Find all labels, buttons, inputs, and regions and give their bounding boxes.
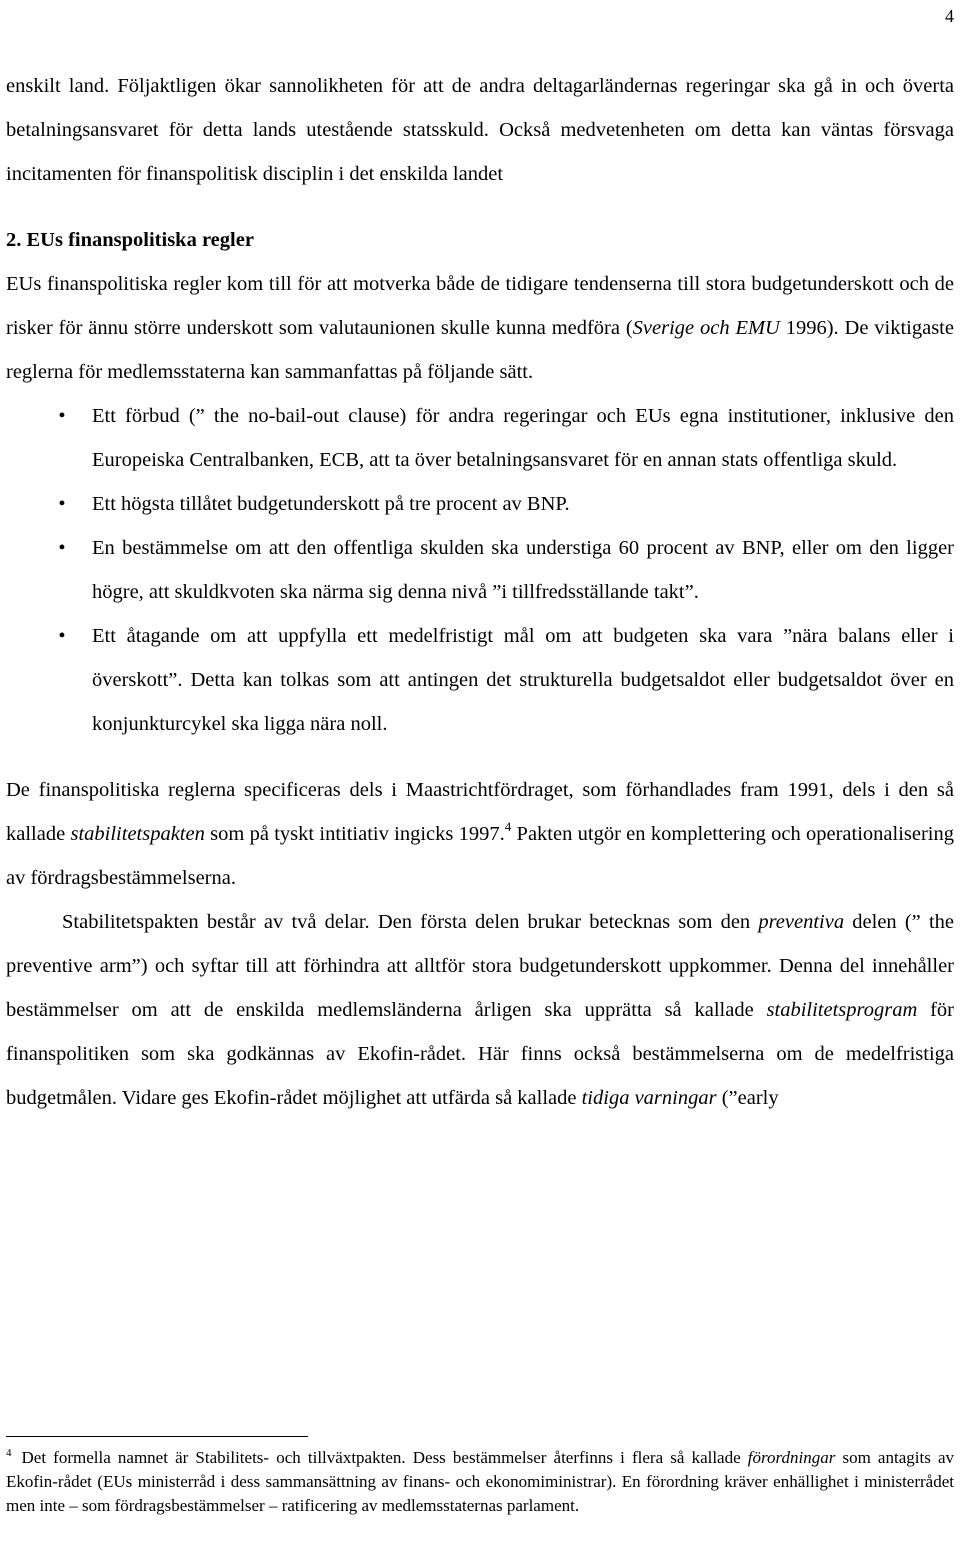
section-heading: 2. EUs finanspolitiska regler — [6, 229, 254, 251]
bullet-icon: • — [58, 493, 66, 515]
section-paragraph-citation: Sverige och EMU — [632, 317, 780, 339]
footnote — [6, 1446, 954, 1518]
pact-paragraph-text-2: delen (” the preventive arm”) och syftar till att förhindra att alltför stora budgetunderskott uppkommer. Denna del innehåller bestämmelser om att de enskilda medlemsländerna årligen ska upprätta så kallade — [6, 911, 954, 1021]
list-item — [6, 482, 954, 526]
section-paragraph-text-1: EUs finanspolitiska regler kom till för att motverka både de tidigare tendenserna till stora budgetunderskott och de risker för ännu större underskott som valutaunionen skulle kunna medföra ( — [6, 273, 954, 339]
treaty-paragraph-text-1: De finanspolitiska reglerna specificeras dels i Maastrichtfördraget, som förhandlades fram 1991, dels i den så kallade — [6, 779, 954, 845]
page-number: 4 — [945, 6, 954, 26]
pact-paragraph-text-4: (”early — [716, 1087, 779, 1109]
stability-pact-term: stabilitetspakten — [70, 823, 205, 845]
footnote-reference[interactable]: 4 — [504, 819, 512, 834]
bullet-icon: • — [58, 625, 66, 647]
bullet-icon: • — [58, 405, 66, 427]
treaty-paragraph — [6, 768, 954, 900]
section-paragraph — [6, 262, 954, 394]
footnote-text-2: som antagits av Ekofin-rådet (EUs ministerråd i dess sammansättning av finans- och ekonomiministrar). En förordning kräver enhällighet i ministerrådet men inte – som fördragsbestämmelser – ratificering av medlemsstaternas parlament. — [6, 1448, 954, 1515]
early-warnings-term: tidiga varningar — [581, 1087, 717, 1109]
list-item — [6, 614, 954, 746]
treaty-paragraph-text-2: som på tyskt intitiativ ingicks 1997. — [204, 823, 505, 845]
rules-list — [6, 394, 954, 746]
pact-paragraph-text-1: Stabilitetspakten består av två delar. Den första delen brukar betecknas som den — [62, 911, 759, 933]
stability-pact-paragraph — [6, 900, 954, 1120]
list-item — [6, 526, 954, 614]
bullet-icon: • — [58, 537, 66, 559]
treaty-paragraph-text-3: Pakten utgör en komplettering och operationalisering av fördragsbestämmelserna. — [6, 823, 954, 889]
list-item-text: En bestämmelse om att den offentliga skulden ska understiga 60 procent av BNP, eller om den ligger högre, att skuldkvoten ska närma sig denna nivå ”i tillfredsställande takt”. — [92, 537, 954, 603]
list-item — [6, 394, 954, 482]
footnote-number: 4 — [6, 1447, 12, 1459]
footnote-text-1: Det formella namnet är Stabilitets- och tillväxtpakten. Dess bestämmelser återfinns i flera så kallade — [21, 1448, 748, 1467]
footnote-divider — [6, 1436, 308, 1437]
pact-paragraph-text-3: för finanspolitiken som ska godkännas av Ekofin-rådet. Här finns också bestämmelserna om de medelfristiga budgetmålen. Vidare ges Ekofin-rådet möjlighet att utfärda så kallade — [6, 999, 954, 1109]
preventive-term: preventiva — [758, 911, 845, 933]
intro-paragraph: enskilt land. Följaktligen ökar sannolikheten för att de andra deltagarländernas regeringar ska gå in och överta betalningsansvaret för detta lands utestående statsskuld. Också medvetenheten om detta kan väntas försvaga incitamenten för finanspolitisk disciplin i det enskilda landet — [6, 75, 954, 185]
list-item-text: Ett åtagande om att uppfylla ett medelfristigt mål om att budgeten ska vara ”nära balans eller i överskott”. Detta kan tolkas som att antingen det strukturella budgetsaldot eller budgetsaldot över en konjunkturcykel ska ligga nära noll. — [92, 625, 954, 735]
section-paragraph-text-2: 1996). De viktigaste reglerna för medlemsstaterna kan sammanfattas på följande sätt. — [6, 317, 954, 383]
footnote-regulations-term: förordningar — [747, 1448, 836, 1467]
list-item-text: Ett förbud (” the no-bail-out clause) för andra regeringar och EUs egna institutioner, inklusive den Europeiska Centralbanken, ECB, att ta över betalningsansvaret för en annan stats offentliga skuld. — [92, 405, 954, 471]
main-text — [6, 64, 954, 1120]
list-item-text: Ett högsta tillåtet budgetunderskott på tre procent av BNP. — [92, 493, 570, 515]
stability-programs-term: stabilitetsprogram — [766, 999, 918, 1021]
